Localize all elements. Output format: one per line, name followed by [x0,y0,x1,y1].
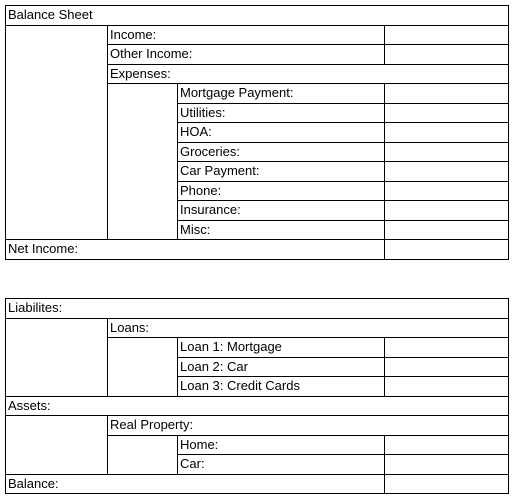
expense-value-cell[interactable] [385,181,509,201]
expense-label: Car Payment: [178,162,385,182]
balance-sheet-title: Balance Sheet [6,6,509,26]
expense-label: Groceries: [178,142,385,162]
liabilities-label: Liabilites: [6,299,509,319]
property-label: Home: [178,435,385,455]
expense-value-cell[interactable] [385,162,509,182]
expense-label: Insurance: [178,201,385,221]
expense-value-cell[interactable] [385,123,509,143]
indent-cell [108,84,178,240]
income-label: Income: [108,25,385,45]
expense-value-cell[interactable] [385,201,509,221]
balance-label: Balance: [6,474,385,494]
expense-label: HOA: [178,123,385,143]
property-label: Car: [178,455,385,475]
expense-label: Mortgage Payment: [178,84,385,104]
loan-label: Loan 1: Mortgage [178,338,385,358]
assets-label: Assets: [6,396,509,416]
net-income-value-cell[interactable] [385,240,509,260]
loan-label: Loan 3: Credit Cards [178,377,385,397]
expense-label: Misc: [178,220,385,240]
other-income-label: Other Income: [108,45,385,65]
expense-value-cell[interactable] [385,220,509,240]
other-income-value-cell[interactable] [385,45,509,65]
balance-value-cell[interactable] [385,474,509,494]
expense-label: Phone: [178,181,385,201]
property-value-cell[interactable] [385,435,509,455]
loan-value-cell[interactable] [385,377,509,397]
indent-cell [6,416,108,475]
income-value-cell[interactable] [385,25,509,45]
loans-label: Loans: [108,318,509,338]
balance-sheet-table [5,5,508,260]
indent-cell [108,338,178,397]
loan-label: Loan 2: Car [178,357,385,377]
expense-value-cell[interactable] [385,84,509,104]
indent-cell [6,318,108,396]
expenses-label: Expenses: [108,64,509,84]
indent-cell [6,25,108,240]
loan-value-cell[interactable] [385,357,509,377]
real-property-label: Real Property: [108,416,509,436]
expense-label: Utilities: [178,103,385,123]
liabilities-assets-table [5,298,508,494]
loan-value-cell[interactable] [385,338,509,358]
property-value-cell[interactable] [385,455,509,475]
net-income-label: Net Income: [6,240,385,260]
indent-cell [108,435,178,474]
expense-value-cell[interactable] [385,103,509,123]
expense-value-cell[interactable] [385,142,509,162]
